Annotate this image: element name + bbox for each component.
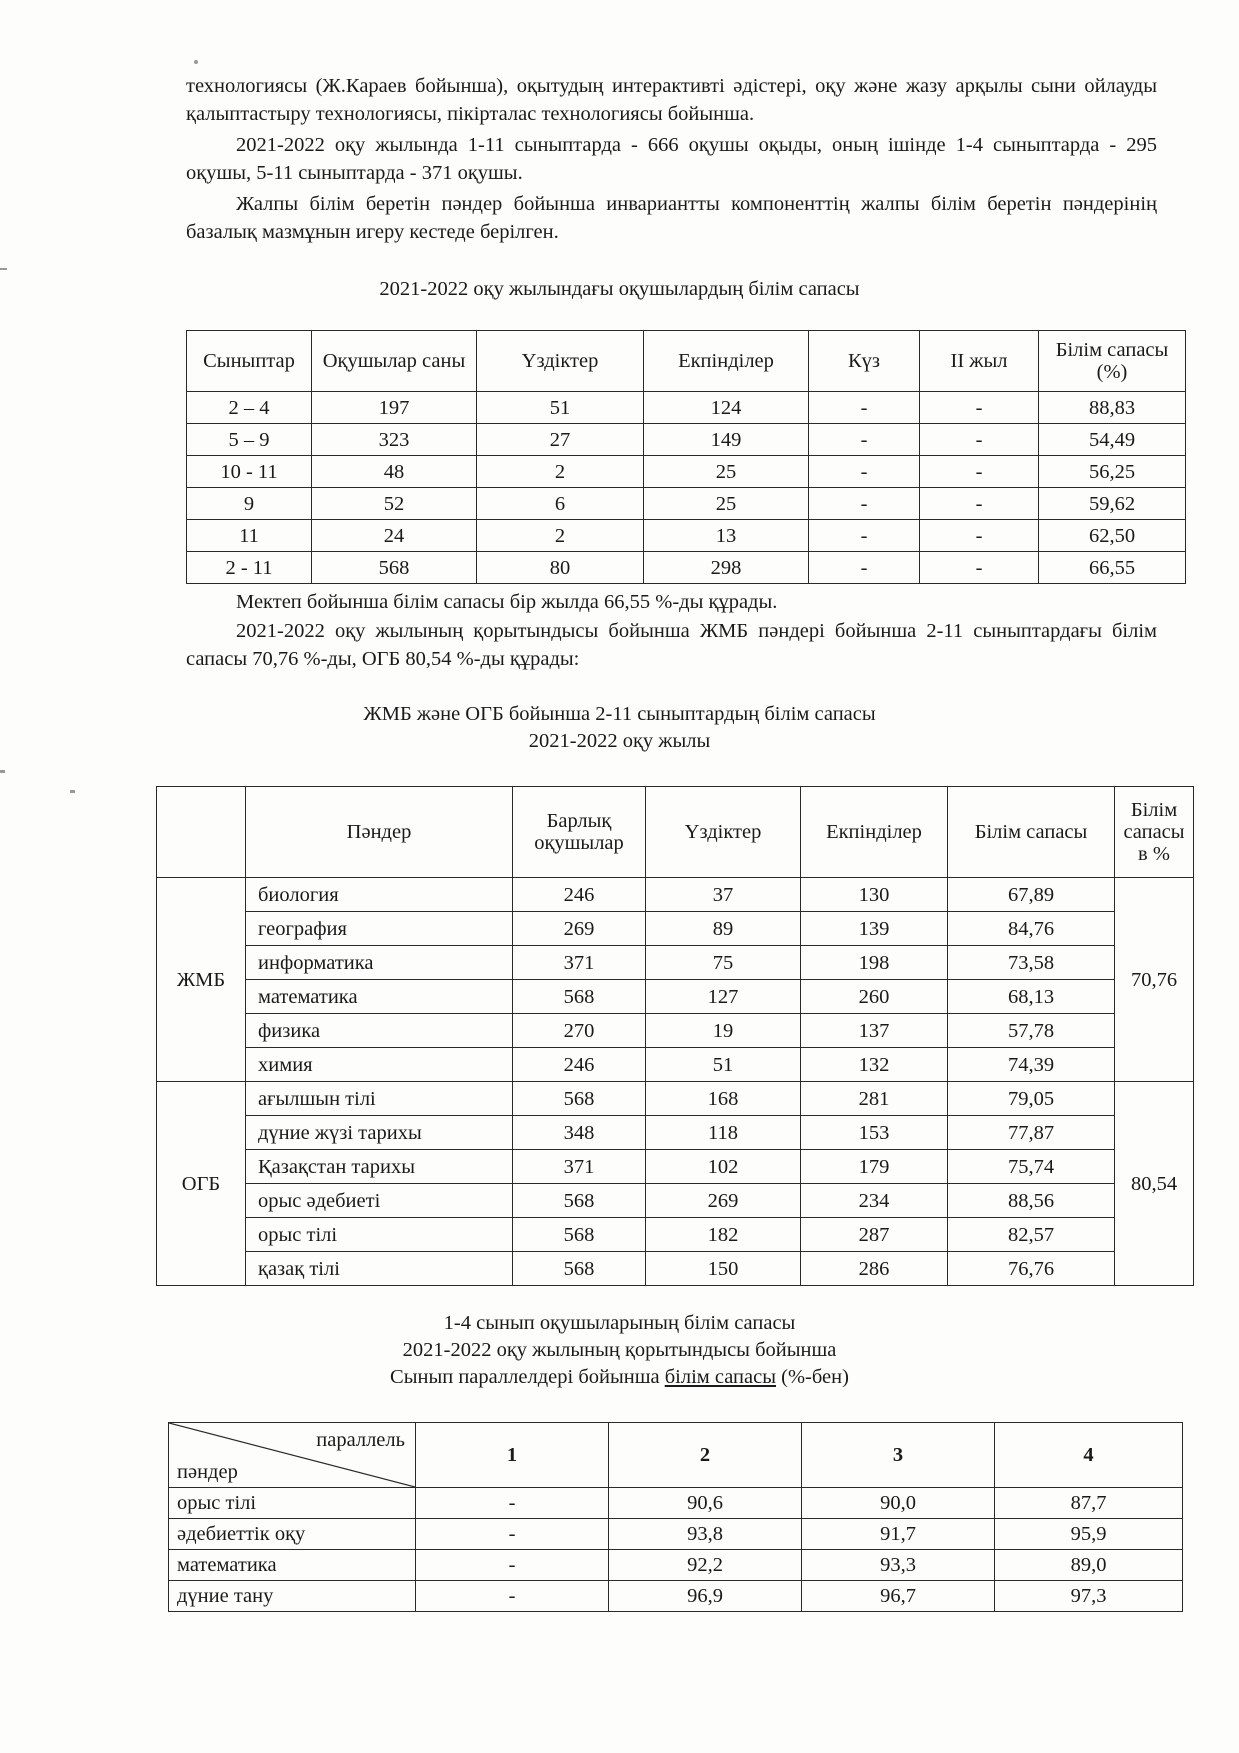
subject-cell: ағылшын тілі [246,1082,513,1116]
excellent-cell: 19 [646,1014,801,1048]
grade-3-cell: 96,7 [802,1581,995,1612]
quality-cell: 62,50 [1039,520,1186,552]
students-cell: 270 [513,1014,646,1048]
repeat-year-cell: - [920,552,1039,584]
grade-2-cell: 93,8 [609,1519,802,1550]
good-cell: 25 [644,456,809,488]
students-cell: 52 [312,488,477,520]
good-cell: 287 [801,1218,948,1252]
subject-cell: қазақ тілі [246,1252,513,1286]
school-quality-sentence: Мектеп бойынша білім сапасы бір жылда 66,55 %-ды құрады. [236,591,778,613]
group-total-ogb: 80,54 [1115,1082,1194,1286]
students-cell: 568 [513,1218,646,1252]
excellent-cell: 150 [646,1252,801,1286]
table3-caption-note [0,1364,1239,1391]
column-header [157,787,246,878]
students-cell: 568 [312,552,477,584]
quality-cell: 82,57 [948,1218,1115,1252]
students-cell: 568 [513,980,646,1014]
grade-2-cell: 96,9 [609,1581,802,1612]
good-cell: 153 [801,1116,948,1150]
excellent-cell: 75 [646,946,801,980]
students-cell: 246 [513,1048,646,1082]
table-row [157,1218,1194,1252]
repeat-year-cell: - [920,456,1039,488]
column-header: Білім сапасы [948,787,1115,878]
excellent-cell: 51 [477,392,644,424]
caption-text: (%-бен) [776,1366,849,1388]
excellent-cell: 89 [646,912,801,946]
table-row [157,1014,1194,1048]
grade-4-cell: 97,3 [995,1581,1183,1612]
excellent-cell: 182 [646,1218,801,1252]
table-row [187,456,1186,488]
grade-1-cell: - [416,1550,609,1581]
quality-cell: 75,74 [948,1150,1115,1184]
good-cell: 286 [801,1252,948,1286]
column-header: Екпінділер [644,331,809,392]
column-header: 3 [802,1423,995,1488]
column-header: Білім сапасы (%) [1039,331,1186,392]
quality-cell: 84,76 [948,912,1115,946]
students-cell: 371 [513,946,646,980]
grade-cell: 2 - 11 [187,552,312,584]
grade-2-cell: 90,6 [609,1488,802,1519]
table-row [169,1581,1183,1612]
grade-2-cell: 92,2 [609,1550,802,1581]
students-cell: 246 [513,878,646,912]
table-row [187,392,1186,424]
good-cell: 179 [801,1150,948,1184]
table-row [169,1550,1183,1581]
grade-cell: 5 – 9 [187,424,312,456]
autumn-cell: - [809,456,920,488]
grade-1-cell: - [416,1519,609,1550]
grade-1-cell: - [416,1581,609,1612]
column-header: Сыныптар [187,331,312,392]
table-row [157,980,1194,1014]
subject-cell: математика [246,980,513,1014]
quality-cell: 68,13 [948,980,1115,1014]
grade-3-cell: 91,7 [802,1519,995,1550]
good-cell: 234 [801,1184,948,1218]
scan-speck [0,770,5,773]
scan-speck [0,268,7,270]
quality-cell: 73,58 [948,946,1115,980]
good-cell: 132 [801,1048,948,1082]
corner-label-subjects: пәндер [177,1461,238,1483]
table-row [157,1048,1194,1082]
good-cell: 298 [644,552,809,584]
subject-cell: орыс тілі [169,1488,416,1519]
students-cell: 568 [513,1184,646,1218]
quality-cell: 66,55 [1039,552,1186,584]
column-header: Пәндер [246,787,513,878]
group-cell-ogb: ОГБ [157,1082,246,1286]
students-cell: 323 [312,424,477,456]
column-header: Екпінділер [801,787,948,878]
repeat-year-cell: - [920,488,1039,520]
quality-cell: 57,78 [948,1014,1115,1048]
summary-paragraph: 2021-2022 оқу жылының қорытындысы бойынша ЖМБ пәндері бойынша 2-11 сыныптардағы білім сапасы 70,76 %-ды, ОГБ 80,54 %-ды құрады: [186,620,1157,670]
corner-label-parallel: параллель [316,1429,405,1451]
grade-3-cell: 93,3 [802,1550,995,1581]
students-cell: 348 [513,1116,646,1150]
subject-cell: дүние тану [169,1581,416,1612]
good-cell: 124 [644,392,809,424]
intro-paragraph-2: 2021-2022 оқу жылында 1-11 сыныптарда - 666 оқушы оқыды, оның ішінде 1-4 сыныптарда - 295 оқушы, 5-11 сыныптарда - 371 оқушы. [186,134,1157,184]
quality-cell: 79,05 [948,1082,1115,1116]
intro-paragraph-3: Жалпы білім беретін пәндер бойынша инвариантты компоненттің жалпы білім беретін пәндерінің базалық мазмұнын игеру кестеде берілген. [186,193,1157,243]
grade-4-cell: 89,0 [995,1550,1183,1581]
quality-cell: 77,87 [948,1116,1115,1150]
good-cell: 13 [644,520,809,552]
table2-caption-year: 2021-2022 оқу жылы [528,730,711,752]
autumn-cell: - [809,552,920,584]
excellent-cell: 80 [477,552,644,584]
subject-cell: физика [246,1014,513,1048]
table3-caption-subtitle: 2021-2022 оқу жылының қорытындысы бойынша [402,1339,837,1361]
column-header: Үздіктер [646,787,801,878]
repeat-year-cell: - [920,392,1039,424]
good-cell: 137 [801,1014,948,1048]
group-total-jmb: 70,76 [1115,878,1194,1082]
column-header: Күз [809,331,920,392]
students-cell: 269 [513,912,646,946]
column-header: Білім сапасы в % [1115,787,1194,878]
students-cell: 48 [312,456,477,488]
subject-cell: биология [246,878,513,912]
autumn-cell: - [809,424,920,456]
column-header: 2 [609,1423,802,1488]
grade-1-cell: - [416,1488,609,1519]
good-cell: 198 [801,946,948,980]
table-row [187,520,1186,552]
table2-caption-title: ЖМБ және ОГБ бойынша 2-11 сыныптардың білім сапасы [363,703,876,725]
quality-table-by-grade [186,330,1186,584]
table-row [187,488,1186,520]
quality-cell: 74,39 [948,1048,1115,1082]
table-row [169,1488,1183,1519]
quality-cell: 67,89 [948,878,1115,912]
students-cell: 568 [513,1082,646,1116]
diagonal-header-cell [169,1423,416,1488]
caption-underlined-text: білім сапасы [664,1366,777,1388]
quality-table-by-subject [156,786,1194,1286]
table-row [157,878,1194,912]
quality-cell: 76,76 [948,1252,1115,1286]
autumn-cell: - [809,392,920,424]
column-header: Оқушылар саны [312,331,477,392]
grade-4-cell: 87,7 [995,1488,1183,1519]
repeat-year-cell: - [920,424,1039,456]
quality-cell: 88,56 [948,1184,1115,1218]
scan-speck [194,60,198,64]
group-cell-jmb: ЖМБ [157,878,246,1082]
table-row [157,1252,1194,1286]
excellent-cell: 127 [646,980,801,1014]
excellent-cell: 2 [477,456,644,488]
subject-cell: математика [169,1550,416,1581]
autumn-cell: - [809,488,920,520]
quality-cell: 54,49 [1039,424,1186,456]
excellent-cell: 6 [477,488,644,520]
good-cell: 130 [801,878,948,912]
table-row [157,912,1194,946]
quality-cell: 56,25 [1039,456,1186,488]
table-row [157,1116,1194,1150]
subject-cell: химия [246,1048,513,1082]
students-cell: 24 [312,520,477,552]
grade-cell: 9 [187,488,312,520]
excellent-cell: 27 [477,424,644,456]
table-row [187,424,1186,456]
grade-cell: 10 - 11 [187,456,312,488]
excellent-cell: 118 [646,1116,801,1150]
column-header: ІІ жыл [920,331,1039,392]
students-cell: 568 [513,1252,646,1286]
autumn-cell: - [809,520,920,552]
scan-speck [70,790,75,793]
quality-table-primary [168,1422,1183,1612]
grade-4-cell: 95,9 [995,1519,1183,1550]
table3-caption-title: 1-4 сынып оқушыларының білім сапасы [443,1312,796,1334]
subject-cell: информатика [246,946,513,980]
intro-paragraph-1: технологиясы (Ж.Караев бойынша), оқытудың интерактивті әдістері, оқу және жазу арқылы сыни ойлауды қалыптастыру технологиясы, пікірталас технологиясы бойынша. [186,75,1157,125]
repeat-year-cell: - [920,520,1039,552]
excellent-cell: 168 [646,1082,801,1116]
grade-3-cell: 90,0 [802,1488,995,1519]
subject-cell: Қазақстан тарихы [246,1150,513,1184]
subject-cell: орыс тілі [246,1218,513,1252]
subject-cell: география [246,912,513,946]
table-header-row [187,331,1186,392]
subject-cell: әдебиеттік оқу [169,1519,416,1550]
column-header: 1 [416,1423,609,1488]
column-header: 4 [995,1423,1183,1488]
table1-caption: 2021-2022 оқу жылындағы оқушылардың білім сапасы [379,278,860,300]
column-header: Барлық оқушылар [513,787,646,878]
table-row [157,1184,1194,1218]
table-row [157,1082,1194,1116]
column-header: Үздіктер [477,331,644,392]
table-row [187,552,1186,584]
excellent-cell: 269 [646,1184,801,1218]
good-cell: 139 [801,912,948,946]
students-cell: 371 [513,1150,646,1184]
quality-cell: 88,83 [1039,392,1186,424]
excellent-cell: 37 [646,878,801,912]
excellent-cell: 2 [477,520,644,552]
excellent-cell: 102 [646,1150,801,1184]
table-header-row [157,787,1194,878]
grade-cell: 2 – 4 [187,392,312,424]
table-row [157,1150,1194,1184]
table-header-row [169,1423,1183,1488]
caption-text: Сынып параллелдері бойынша [390,1366,665,1388]
grade-cell: 11 [187,520,312,552]
good-cell: 25 [644,488,809,520]
subject-cell: дүние жүзі тарихы [246,1116,513,1150]
students-cell: 197 [312,392,477,424]
good-cell: 149 [644,424,809,456]
excellent-cell: 51 [646,1048,801,1082]
subject-cell: орыс әдебиеті [246,1184,513,1218]
good-cell: 260 [801,980,948,1014]
table-row [169,1519,1183,1550]
quality-cell: 59,62 [1039,488,1186,520]
good-cell: 281 [801,1082,948,1116]
table-row [157,946,1194,980]
